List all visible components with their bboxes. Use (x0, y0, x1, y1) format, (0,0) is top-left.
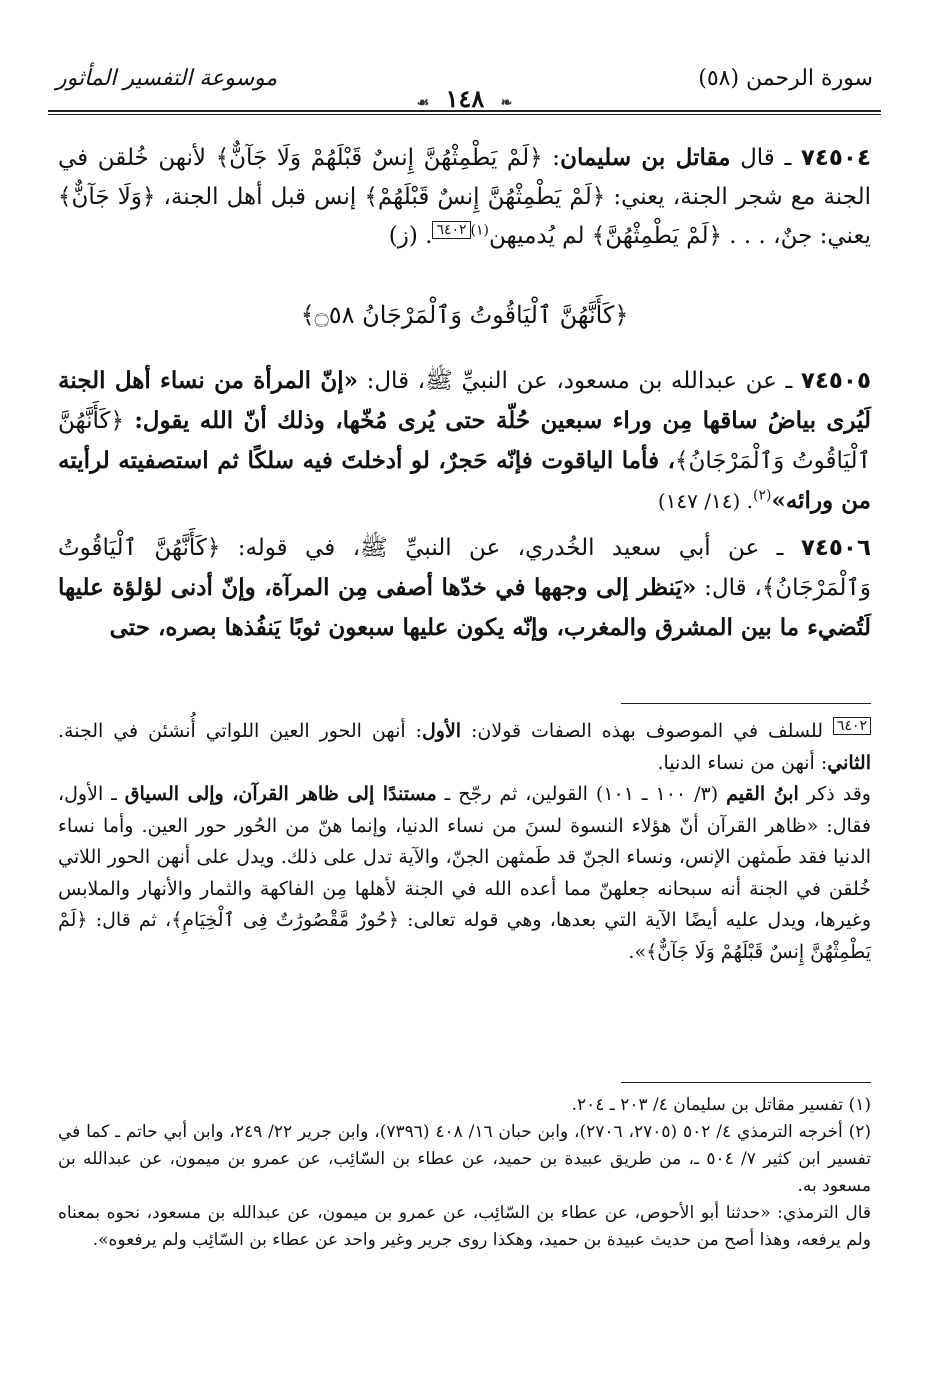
page-number: ١٤٨ (445, 84, 485, 113)
entry-text: يعني: جنٌ، . . . (722, 223, 871, 249)
entry-text: ـ عن أبي سعيد الخُدري، عن النبيِّ ﷺ، في قوله: (220, 535, 801, 561)
entry-author: مقاتل بن سليمان (560, 144, 731, 171)
quran-quote: ﴿لَمْ يَطْمِثْهُنَّ إِنسٌ قَبْلَهُمْ﴾ (364, 184, 606, 210)
note-text: ، ثم قال: (87, 909, 172, 931)
entry-number: ٧٤٥٠٦ (800, 535, 872, 561)
entry-text: ، قال: (696, 575, 762, 601)
surah-title: سورة الرحمن (٥٨) (698, 66, 873, 91)
note-text: (٣/ ١٠٠ ـ ١٠١) القولين، ثم رجّح ـ (436, 783, 727, 805)
footnote-marker[interactable]: (٢) (752, 487, 772, 504)
entry-text: إنس قبل أهل الجنة، (155, 184, 365, 210)
entry-text: : (542, 145, 561, 171)
book-title: موسوعة التفسير المأثور (56, 66, 278, 91)
note-paragraph (58, 716, 871, 779)
entry-text: ـ عن عبدالله بن مسعود، عن النبيِّ ﷺ، قال: (358, 368, 801, 394)
note-text: ـ الأول، فقال: «ظاهر القرآن أنّ هؤلاء النسوة لسنَ من نساء الدنيا، وإنما هنّ من الحُور حور العين. وأما نساء الدنيا فقد طَمثهن الإنس، ونساء الجنّ قد طَمثهن الجنّ، والآية تدل على ذلك. ويدل على أنهن الحور اللاتي خُلقن في الجنة أنه سبحانه جعلهنّ مما أعده الله في الجنة لأهلها مِن الفاكهة والثمار والأنهار والملابس وغيرها، ويدل عليه أيضًا الآية التي بعدها، وهي قوله تعالى: (58, 783, 872, 931)
entry-74506 (58, 529, 871, 648)
quran-quote: ﴿لَمْ يَطْمِثْهُنَّ إِنسٌ قَبْلَهُمْ وَلَا جَآنٌّ﴾ (215, 145, 543, 171)
main-text (58, 138, 871, 656)
note-separator (621, 703, 871, 704)
footnote-separator (621, 1082, 871, 1083)
quran-quote: ﴿حُورٌ مَّقْصُورَٰتٌ فِى ٱلْخِيَامِ﴾ (171, 909, 400, 931)
entry-74505 (58, 361, 871, 521)
note-label-second: الثاني (827, 751, 871, 774)
entry-number: ٧٤٥٠٤ (800, 145, 872, 171)
note-emphasis: مستندًا إلى ظاهر القرآن، وإلى السياق (124, 783, 437, 805)
quran-quote: ﴿لَمْ يَطْمِثْهُنَّ إِنسٌ قَبْلَهُمْ وَلَا جَآنٌّ﴾ (58, 909, 871, 963)
entry-text: لأنهن خُلقن في الجنة مع شجر الجنة، يعني: (58, 145, 871, 210)
ornament-icon: ❧ (500, 95, 513, 111)
header-rule (48, 110, 881, 112)
footnote-marker[interactable]: (١) (470, 222, 490, 239)
page-header (48, 62, 881, 112)
note-label-first: الأول (421, 720, 462, 742)
quran-quote: ﴿لَمْ يَطْمِثْهُنَّ﴾ (591, 223, 722, 249)
ornament-icon: ☙ (416, 95, 430, 111)
hadith-text: ، فأما الياقوت فإنّه حَجرٌ، لو أدخلتَ فيه سلكًا ثم استصفيته لرأيته من ورائه» (58, 447, 871, 514)
hadith-text: «إنّ المرأة من نساء أهل الجنة لَيُرى بياضُ ساقها مِن وراء سبعين حُلّة حتى يُرى مُخّها، وذلك أنّ الله يقول: (58, 367, 871, 434)
quran-quote: ﴿كَأَنَّهُنَّ ٱلْيَاقُوتُ وَٱلْمَرْجَانُ﴾ (58, 408, 871, 474)
note-paragraph (58, 779, 871, 968)
verse-heading: ﴿كَأَنَّهُنَّ ٱلْيَاقُوتُ وَٱلْمَرْجَانُ ۝٥٨﴾ (300, 301, 629, 329)
entry-text: . (ز) (388, 223, 433, 249)
entry-text: لم يُدميهن (489, 223, 592, 249)
note-text: : أنهن الحور العين اللواتي أُنشئن في الجنة. (58, 720, 422, 742)
note-text: للسلف في الموصوف بهذه الصفات قولان: (461, 720, 833, 742)
note-scholar: ابنُ القيم (726, 783, 799, 805)
footnote: (٢) أخرجه الترمذي ٤/ ٥٠٢ (٢٧٠٥، ٢٧٠٦)، وابن حبان ١٦/ ٤٠٨ (٧٣٩٦)، وابن جرير ٢٢/ ٢٤٩، وابن أبي حاتم ـ كما في تفسير ابن كثير ٧/ ٥٠٤ ـ، من طريق عبيدة بن حميد، عن عطاء بن السّائِب، عن عمرو بن ميمون، عن عبدالله بن مسعود به. (58, 1122, 872, 1196)
note-box-number: ٦٤٠٢ (833, 717, 871, 735)
commentary-note (58, 716, 871, 968)
note-text: : أنهن من نساء الدنيا. (657, 751, 828, 774)
note-text: وقد ذكر (798, 783, 871, 805)
quran-quote: ﴿كَأَنَّهُنَّ ٱلْيَاقُوتُ وَٱلْمَرْجَانُ﴾ (58, 535, 871, 601)
footnote: (١) تفسير مقاتل بن سليمان ٤/ ٢٠٣ ـ ٢٠٤. (571, 1095, 871, 1115)
hadith-text: «يَنظر إلى وجهها في خدّها أصفى مِن المرآة، وإنّ أدنى لؤلؤة عليها لَتُضيء ما بين المشرق والمغرب، وإنّه يكون عليها سبعون ثوبًا يَنفُذها بصره، حتى (58, 574, 871, 641)
entry-text: ـ قال (730, 145, 801, 171)
entry-number: ٧٤٥٠٥ (800, 368, 872, 394)
entry-74504 (58, 138, 871, 256)
footnote: قال الترمذي: «حدثنا أبو الأحوص، عن عطاء بن السّائِب، عن عمرو بن ميمون، عن عبدالله بن مسعود، نحوه بمعناه ولم يرفعه، وهذا أصح من حديث عبيدة بن حميد، وهكذا روى جرير وغير واحد عن عطاء بن السّائِب ولم يرفعوه». (58, 1203, 871, 1250)
note-box-ref[interactable]: ٦٤٠٢ (432, 221, 470, 239)
footnotes (58, 1092, 871, 1254)
header-rule-thin (48, 114, 881, 115)
volume-reference: . (١٤/ ١٤٧) (657, 489, 753, 513)
note-text: ». (628, 940, 647, 963)
quran-quote: ﴿وَلَا جَآنٌّ﴾ (58, 184, 156, 210)
